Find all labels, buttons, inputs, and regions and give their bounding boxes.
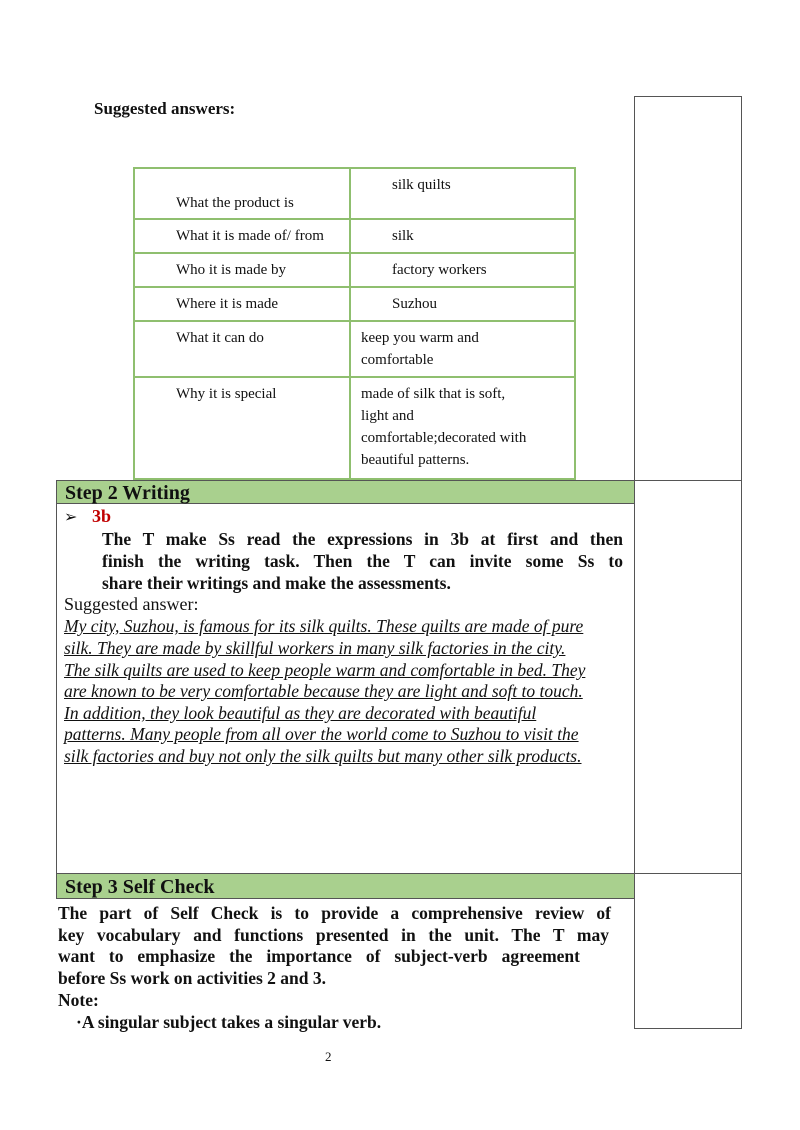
table-cell-value: silk quilts: [392, 177, 451, 193]
table-cell-value-line: beautiful patterns.: [361, 452, 470, 468]
step2-answer-line: silk factories and buy not only the silk quilts but many other silk products.: [64, 746, 582, 766]
table-row: [133, 376, 576, 480]
step2-answer-line: silk. They are made by skillful workers in many silk factories in the city.: [64, 638, 566, 658]
table-row: [133, 218, 576, 254]
table-cell-label: What it is made of/ from: [176, 228, 324, 244]
step3-header-bar: [56, 873, 635, 899]
step2-answer-line: My city, Suzhou, is famous for its silk quilts. These quilts are made of pure: [64, 616, 584, 636]
step3-body-line: want to emphasize the importance of subject-verb agreement: [58, 946, 580, 966]
step2-answer-label: Suggested answer:: [64, 594, 199, 614]
table-cell-value: Suzhou: [392, 296, 437, 312]
step2-title: Step 2 Writing: [65, 482, 190, 504]
step2-sublabel: 3b: [92, 506, 112, 526]
step2-answer-line: The silk quilts are used to keep people warm and comfortable in bed. They: [64, 660, 586, 680]
page-number: 2: [325, 1049, 332, 1064]
step3-note-label: Note:: [58, 990, 99, 1010]
side-column-box-2: [634, 480, 742, 874]
bullet-arrow-icon: ➢: [64, 507, 78, 526]
table-cell-value-line: comfortable: [361, 352, 434, 368]
table-cell-label: Why it is special: [176, 386, 277, 402]
step3-body-line: key vocabulary and functions presented in the unit. The T may: [58, 925, 609, 945]
table-row: [133, 286, 576, 322]
table-row: [133, 167, 576, 220]
step3-body-line: The part of Self Check is to provide a comprehensive review of: [58, 903, 611, 923]
table-row: [133, 252, 576, 288]
step2-header-bar: [56, 480, 635, 504]
side-column-box-1: [634, 96, 742, 481]
step3-note-item: ·A singular subject takes a singular verb.: [76, 1012, 382, 1032]
table-cell-value-line: keep you warm and: [361, 330, 479, 346]
step2-answer-line: patterns. Many people from all over the world come to Suzhou to visit the: [64, 724, 579, 744]
suggested-answers-heading: Suggested answers:: [94, 99, 236, 118]
side-column-box-3: [634, 873, 742, 1029]
table-cell-value: silk: [392, 228, 414, 244]
table-cell-value-line: comfortable;decorated with: [361, 430, 527, 446]
table-cell-value-line: made of silk that is soft,: [361, 386, 506, 402]
table-cell-label: What it can do: [176, 330, 264, 346]
step2-instruction-line: finish the writing task. Then the T can invite some Ss to: [102, 551, 623, 571]
step2-instruction-line: The T make Ss read the expressions in 3b at first and then: [102, 529, 623, 549]
table-row: [133, 320, 576, 378]
table-cell-value: factory workers: [392, 262, 487, 278]
step2-answer-line: are known to be very comfortable because they are light and soft to touch.: [64, 681, 583, 701]
step2-instruction-line: share their writings and make the assessments.: [102, 573, 451, 593]
step3-body-line: before Ss work on activities 2 and 3.: [58, 968, 327, 988]
table-cell-value-line: light and: [361, 408, 414, 424]
table-cell-label: Where it is made: [176, 296, 279, 312]
table-cell-label: What the product is: [176, 195, 294, 211]
step3-title: Step 3 Self Check: [65, 876, 215, 898]
step2-answer-line: In addition, they look beautiful as they are decorated with beautiful: [64, 703, 537, 723]
table-cell-label: Who it is made by: [176, 262, 286, 278]
